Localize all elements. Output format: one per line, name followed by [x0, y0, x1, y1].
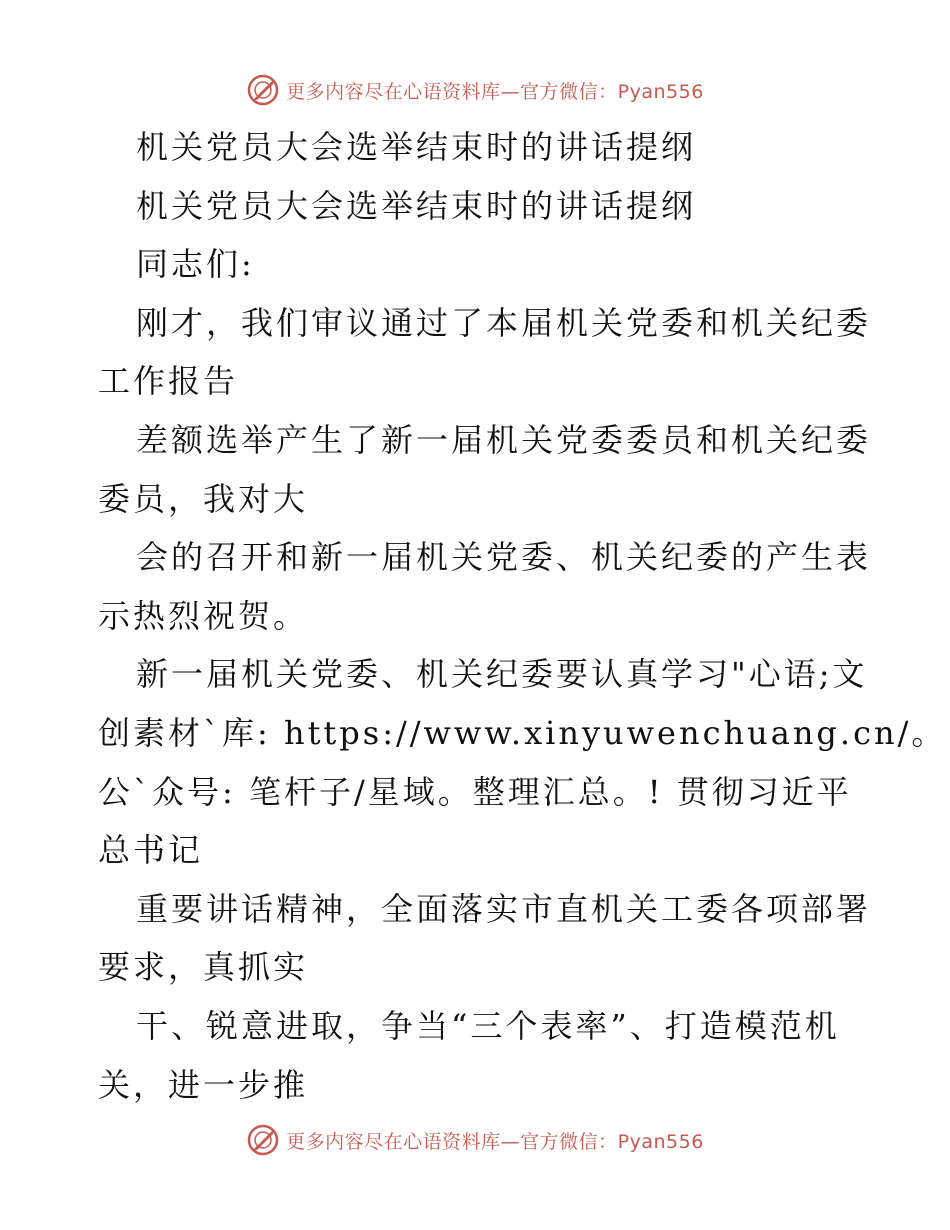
doc-line-16: 干、锐意进取，争当“三个表率”、打造模范机: [136, 1006, 840, 1045]
header-banner: [0, 70, 950, 110]
doc-line-5: 工作报告: [98, 362, 239, 401]
doc-line-4: 刚才，我们审议通过了本届机关党委和机关纪委: [136, 303, 872, 342]
doc-line-10: 新一届机关党委、机关纪委要认真学习"心语;文: [136, 655, 868, 694]
banner-text: 更多内容尽在心语资料库—官方微信：Pyan556: [286, 1130, 704, 1153]
quill-seal-icon: [246, 1123, 280, 1157]
doc-line-11: 创素材`库: https://www.xinyuwenchuang.cn/。: [98, 713, 947, 752]
doc-line-1: 机关党员大会选举结束时的讲话提纲: [136, 128, 697, 166]
quill-seal-icon: [246, 73, 280, 107]
doc-line-14: 重要讲话精神，全面落实市直机关工委各项部署: [136, 889, 872, 928]
footer-banner: [0, 1120, 950, 1160]
doc-line-15: 要求，真抓实: [98, 948, 309, 987]
doc-line-13: 总书记: [98, 831, 204, 870]
document-body: [98, 118, 947, 1114]
doc-line-7: 委员，我对大: [98, 479, 309, 518]
doc-line-12: 公`众号: 笔杆子/星域。整理汇总。! 贯彻习近平: [98, 772, 852, 811]
doc-line-6: 差额选举产生了新一届机关党委委员和机关纪委: [136, 420, 872, 459]
doc-line-9: 示热烈祝贺。: [98, 596, 309, 635]
banner-text: 更多内容尽在心语资料库—官方微信：Pyan556: [286, 80, 704, 103]
doc-line-2: 机关党员大会选举结束时的讲话提纲: [136, 186, 697, 225]
doc-line-3: 同志们:: [136, 245, 255, 284]
doc-line-17: 关，进一步推: [98, 1065, 309, 1104]
doc-line-8: 会的召开和新一届机关党委、机关纪委的产生表: [136, 538, 872, 577]
